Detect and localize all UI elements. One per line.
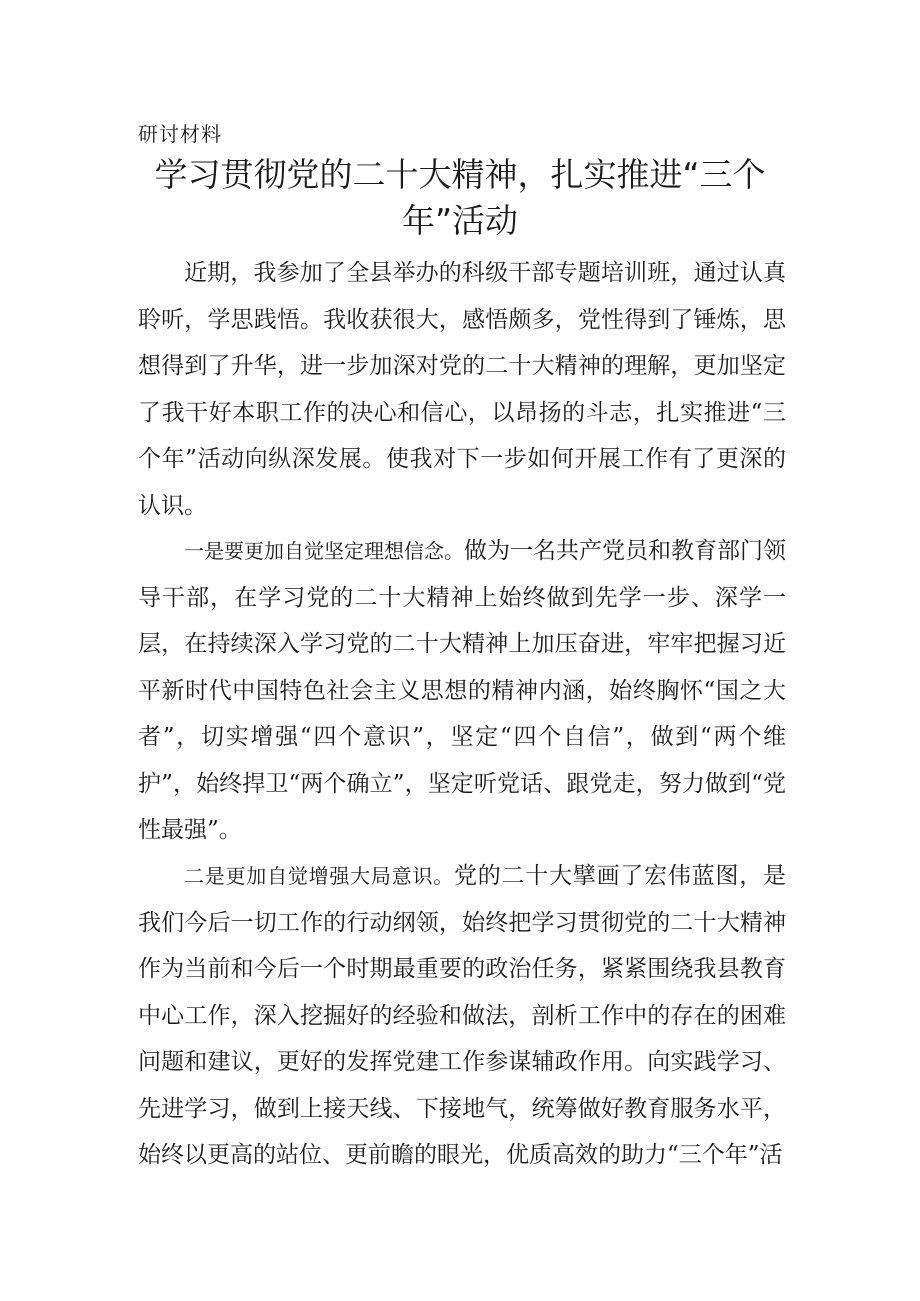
paragraph-lead: 一是要更加自觉坚定理想信念。 (184, 539, 464, 563)
paragraph-text: 做为一名共产党员和教育部门领导干部，在学习党的二十大精神上始终做到先学一步、深学一层，在持续深入学习党的二十大精神上加压奋进，牢牢把握习近平新时代中国特色社会主义思想的精神内涵，始终胸怀“国之大者”，切实增强“四个意识”，坚定“四个自信”，做到“两个维护”，始终捍卫“两个确立”，坚定听党话、跟党走，努力做到“党性最强”。 (138, 538, 786, 843)
title-line-1: 学习贯彻党的二十大精神，扎实推进“三个 (154, 155, 766, 194)
paragraph-intro (138, 250, 786, 529)
paragraph-point-2 (138, 853, 786, 1179)
title-line-2: 年”活动 (401, 201, 519, 240)
paragraph-text: 近期，我参加了全县举办的科级干部专题培训班，通过认真聆听，学思践悟。我收获很大，感悟颇多，党性得到了锤炼，思想得到了升华，进一步加深对党的二十大精神的理解，更加坚定了我干好本职工作的决心和信心，以昂扬的斗志，扎实推进“三个年”活动向纵深发展。使我对下一步如何开展工作有了更深的认识。 (138, 260, 786, 519)
paragraph-text: 党的二十大擘画了宏伟蓝图，是我们今后一切工作的行动纲领，始终把学习贯彻党的二十大精神作为当前和今后一个时期最重要的政治任务，紧紧围绕我县教育中心工作，深入挖掘好的经验和做法，剖析工作中的存在的困难问题和建议，更好的发挥党建工作参谋辅政作用。向实践学习、先进学习，做到上接天线、下接地气，统筹做好教育服务水平，始终以更高的站位、更前瞻的眼光，优质高效的助力“三个年”活 (138, 863, 787, 1168)
document-label: 研讨材料 (138, 122, 222, 146)
paragraph-lead: 二是更加自觉增强大局意识。 (184, 864, 454, 888)
paragraph-point-1 (138, 528, 786, 854)
document-title (140, 152, 780, 244)
